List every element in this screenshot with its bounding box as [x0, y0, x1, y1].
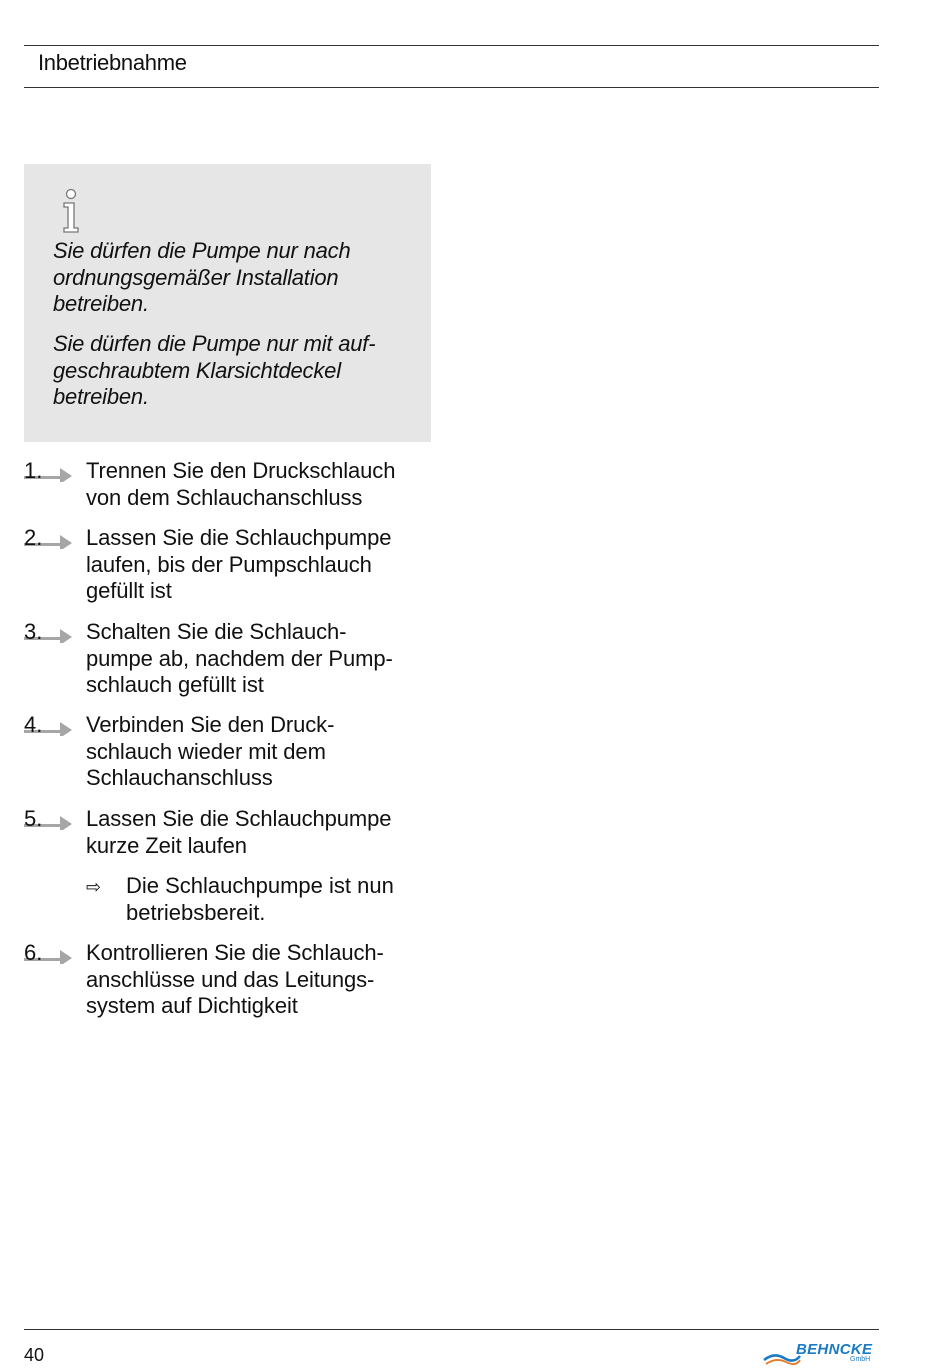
step-text: Trennen Sie den Druckschlauch von dem Schlauchanschluss: [86, 458, 396, 510]
logo-text: BEHNCKE: [796, 1341, 873, 1358]
info-icon: [59, 188, 83, 234]
step-number: 1.: [24, 458, 43, 483]
note-paragraph: Sie dürfen die Pumpe nur nach ordnungsgemäßer Installation betreiben.: [53, 238, 351, 316]
header-rule-top: [24, 45, 879, 46]
footer-rule: [24, 1329, 879, 1330]
section-title: Inbetriebnahme: [38, 50, 187, 75]
header-rule-bottom: [24, 87, 879, 88]
info-note: [24, 164, 431, 442]
step-text: Kontrollieren Sie die Schlauch- anschlüsse und das Leitungs- system auf Dichtigkeit: [86, 940, 384, 1018]
step-text: Lassen Sie die Schlauchpumpe laufen, bis der Pumpschlauch gefüllt ist: [86, 525, 392, 603]
result-arrow-icon: ⇨: [86, 877, 102, 897]
page-number: 40: [24, 1345, 45, 1365]
step-number: 4.: [24, 712, 43, 737]
step-number: 2.: [24, 525, 43, 550]
step-number: 6.: [24, 940, 43, 965]
logo-subtext: GmbH: [850, 1356, 871, 1363]
result-text: Die Schlauchpumpe ist nun betriebsbereit.: [126, 873, 394, 925]
step-text: Verbinden Sie den Druck- schlauch wieder mit dem Schlauchanschluss: [86, 712, 335, 790]
step-text: Schalten Sie die Schlauch- pumpe ab, nachdem der Pump- schlauch gefüllt ist: [86, 619, 393, 697]
step-number: 5.: [24, 806, 43, 831]
company-logo: [762, 1340, 877, 1366]
step-text: Lassen Sie die Schlauchpumpe kurze Zeit laufen: [86, 806, 392, 858]
note-paragraph: Sie dürfen die Pumpe nur mit auf- geschraubtem Klarsichtdeckel betreiben.: [53, 331, 376, 409]
step-number: 3.: [24, 619, 43, 644]
